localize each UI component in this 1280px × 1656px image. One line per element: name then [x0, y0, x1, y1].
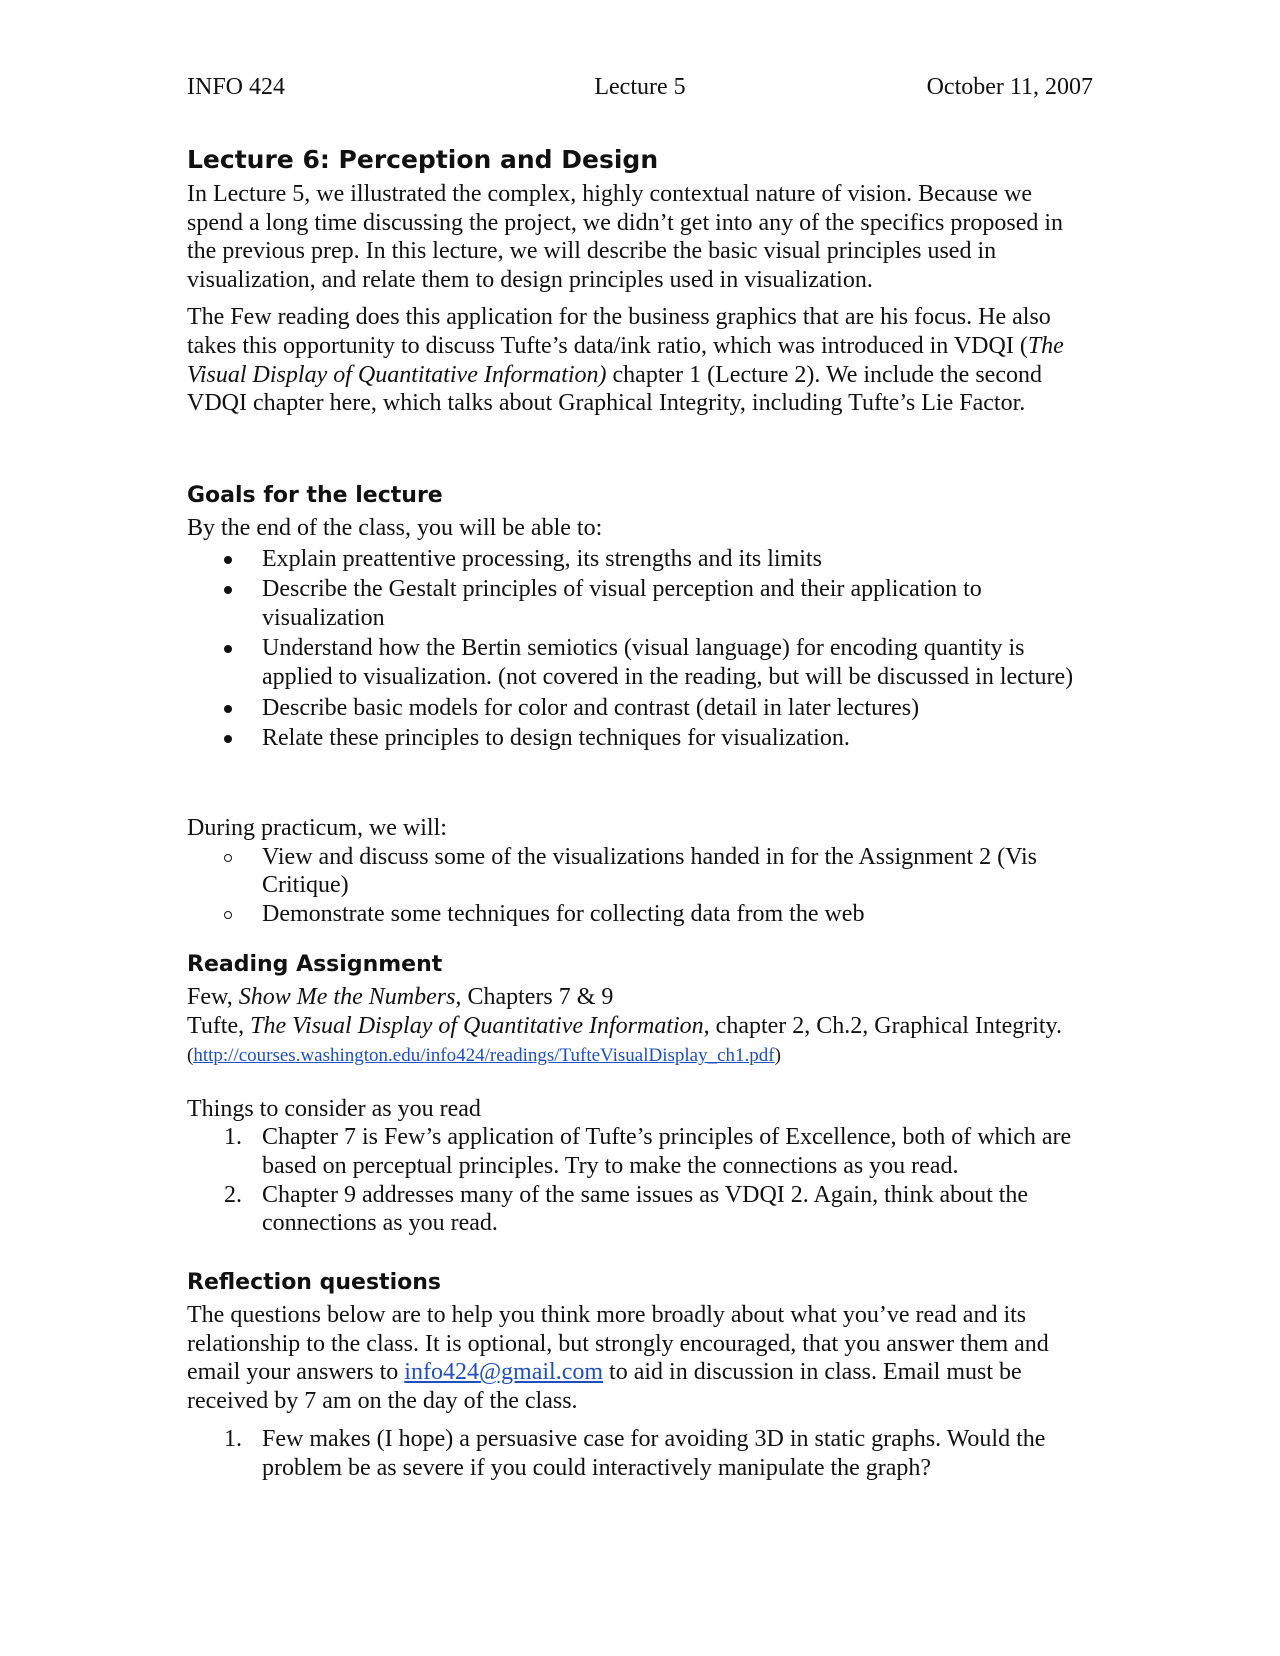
bullet-icon	[224, 705, 232, 713]
practicum-section	[187, 814, 1093, 928]
list-item-text: Describe basic models for color and contrast (detail in later lectures)	[262, 694, 920, 721]
goals-section	[187, 481, 1093, 753]
reading-tufte	[187, 1012, 1093, 1071]
list-item-text: View and discuss some of the visualizations handed in for the Assignment 2 (Vis Critique)	[262, 843, 1037, 899]
list-item-text: Few makes (I hope) a persuasive case for avoiding 3D in static graphs. Would the problem be as severe if you could interactively manipulate the graph?	[262, 1426, 1046, 1481]
bullet-icon	[224, 586, 232, 594]
list-item	[187, 900, 1093, 929]
list-item	[187, 634, 1093, 691]
list-item	[187, 843, 1093, 900]
reading-few-chapters: Chapters 7 & 9	[461, 984, 614, 1010]
list-item-text: Demonstrate some techniques for collecting data from the web	[262, 900, 865, 927]
intro-p2-text-a: The Few reading does this application for the business graphics that are his focus. He also takes this opportunity to discuss Tufte’s data/ink ratio, which was introduced in VDQI (	[187, 304, 1051, 359]
consider-list	[187, 1123, 1093, 1237]
reading-few	[187, 983, 1093, 1012]
bullet-icon	[224, 735, 232, 743]
list-item	[187, 724, 1093, 753]
link-paren-close: )	[774, 1045, 781, 1067]
reading-tufte-chapter: , chapter 2, Ch.2, Graphical Integrity.	[703, 1012, 1062, 1039]
reflection-text-a: The questions below are to help you think more broadly about what you’ve read and its relationship to the class. It is optional, but strongly encouraged, that you answer them and email your answers to	[187, 1302, 1049, 1386]
intro-p2-book-title: The Visual Display of Quantitative Information)	[187, 332, 1064, 388]
intro-p2-text-b: chapter 1 (Lecture 2). We include the second VDQI chapter here, which talks about Graphical Integrity, including Tufte’s Lie Factor.	[187, 361, 1042, 417]
page-title: Lecture 6: Perception and Design	[187, 145, 659, 174]
reflection-section	[187, 1268, 1093, 1483]
header-course: INFO 424	[187, 74, 286, 100]
list-number: 2.	[224, 1181, 242, 1208]
reflection-list	[187, 1425, 1093, 1482]
email-link[interactable]: info424@gmail.com	[404, 1359, 604, 1386]
practicum-lead: During practicum, we will:	[187, 815, 447, 841]
bullet-icon	[224, 556, 232, 564]
link-paren-open: (	[187, 1045, 194, 1067]
reading-tufte-author: Tufte,	[187, 1012, 251, 1039]
list-number: 1.	[224, 1426, 242, 1453]
goals-lead: By the end of the class, you will be able to:	[187, 515, 603, 541]
intro-section	[187, 180, 1093, 418]
list-item-text: Chapter 7 is Few’s application of Tufte’s principles of Excellence, both of which are based on perceptual principles. Try to make the connections as you read.	[262, 1124, 1072, 1179]
list-item	[187, 694, 1093, 723]
list-item	[187, 1181, 1093, 1238]
list-number: 1.	[224, 1124, 242, 1151]
reading-few-title: Show Me the Numbers,	[238, 984, 462, 1010]
reflection-paragraph	[187, 1301, 1093, 1415]
list-item	[187, 545, 1093, 574]
list-item	[187, 1123, 1093, 1180]
reading-tufte-title: The Visual Display of Quantitative Information	[250, 1012, 704, 1039]
page-header	[187, 74, 1093, 108]
list-item-text: Relate these principles to design techniques for visualization.	[262, 725, 850, 752]
list-item-text: Explain preattentive processing, its strengths and its limits	[262, 545, 822, 572]
list-item	[187, 575, 1093, 632]
intro-paragraph-2	[187, 303, 1093, 417]
list-item-text: Describe the Gestalt principles of visual perception and their application to visualization	[262, 576, 982, 631]
header-date: October 11, 2007	[926, 74, 1093, 100]
practicum-list	[187, 843, 1093, 929]
reflection-heading: Reflection questions	[187, 1270, 441, 1295]
circle-bullet-icon	[224, 911, 232, 919]
list-item-text: Chapter 9 addresses many of the same issues as VDQI 2. Again, think about the connections as you read.	[262, 1181, 1029, 1237]
goals-heading: Goals for the lecture	[187, 483, 443, 508]
intro-paragraph-1: In Lecture 5, we illustrated the complex, highly contextual nature of vision. Because we spend a long time discussing the project, we didn’t get into any of the specifics proposed in the previous prep. In this lecture, we will describe the basic visual principles used in visualization, and relate them to design principles used in visualization.	[187, 181, 1064, 293]
reading-few-author: Few,	[187, 984, 239, 1010]
reading-heading: Reading Assignment	[187, 952, 443, 977]
circle-bullet-icon	[224, 854, 232, 862]
bullet-icon	[224, 645, 232, 653]
consider-lead: Things to consider as you read	[187, 1095, 481, 1122]
reflection-text-b: to aid in discussion in class. Email must be received by 7 am on the day of the class.	[187, 1359, 1022, 1414]
reading-pdf-link[interactable]: http://courses.washington.edu/info424/readings/TufteVisualDisplay_ch1.pdf	[193, 1045, 775, 1067]
reading-section	[187, 950, 1093, 1238]
header-lecture: Lecture 5	[594, 74, 686, 100]
list-item-text: Understand how the Bertin semiotics (visual language) for encoding quantity is applied to visualization. (not covered in the reading, but will be discussed in lecture)	[262, 635, 1074, 690]
goals-list	[187, 545, 1093, 753]
list-item	[187, 1425, 1093, 1482]
